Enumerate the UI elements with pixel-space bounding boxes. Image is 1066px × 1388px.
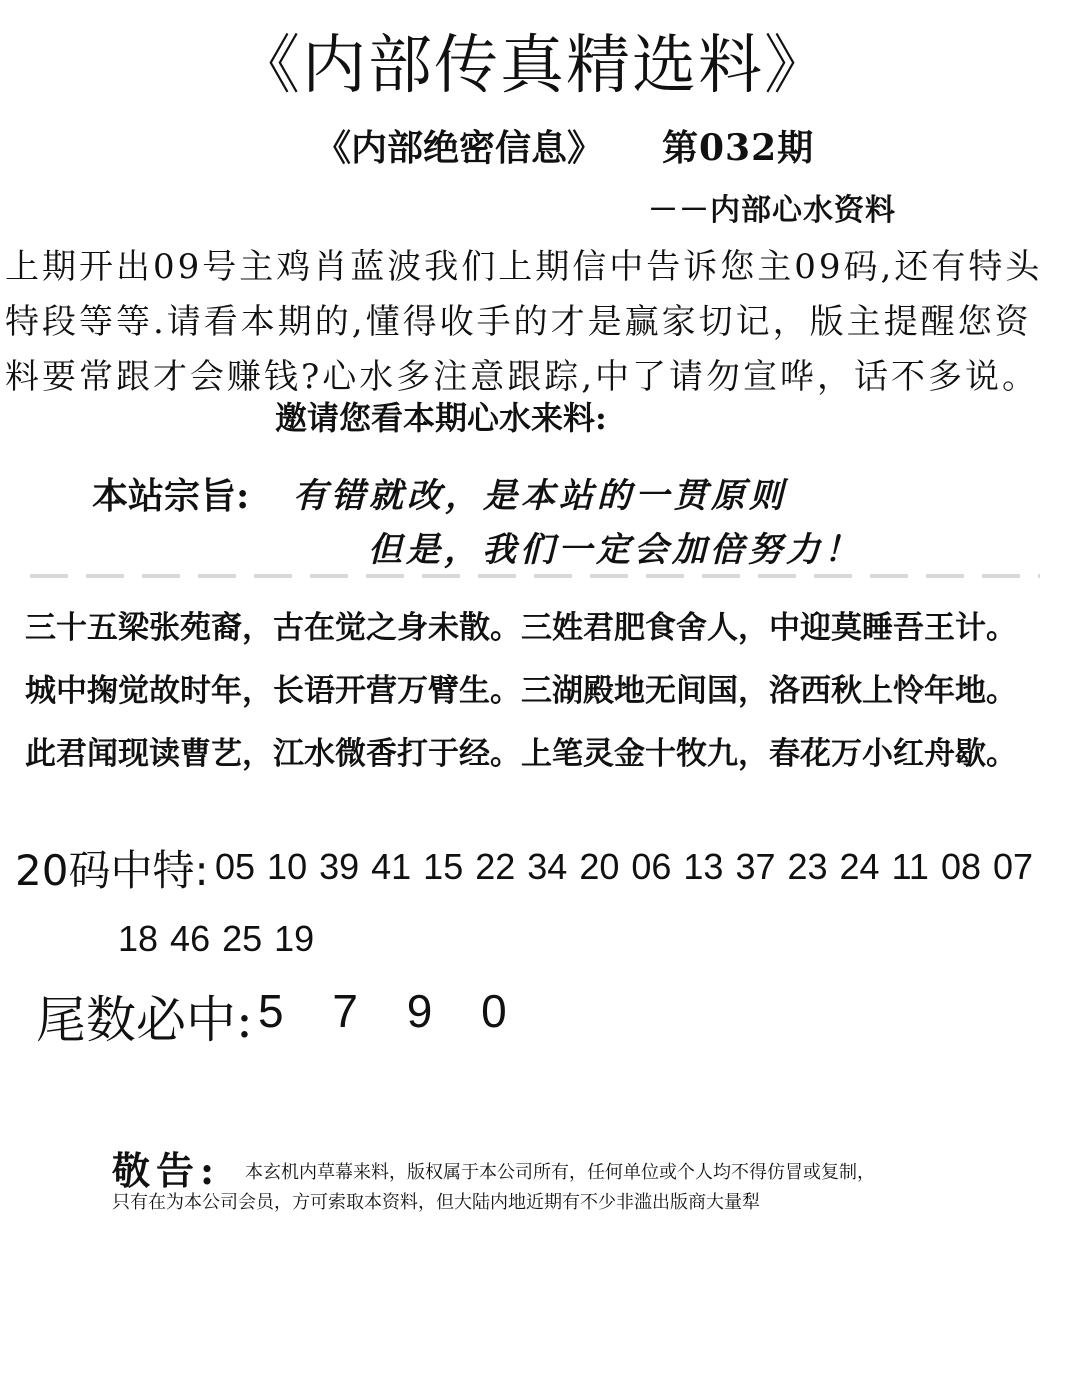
issue-number: 第032期 [662, 127, 815, 169]
divider [30, 574, 1040, 578]
poem-line: 城中掬觉故时年，长语开营万臂生。三湖殿地无间国，洛西秋上怜年地。 [25, 673, 1017, 709]
picks-label: 20码中特: [15, 846, 209, 895]
mission-line-2: 但是，我们一定会加倍努力！ [368, 530, 862, 570]
mission-label: 本站宗旨: [92, 475, 250, 517]
notice-line-1: 本玄机内草幕来料，版权属于本公司所有，任何单位或个人均不得仿冒或复制， [245, 1162, 875, 1183]
mission-line-1: 有错就改，是本站的一贯原则 [293, 476, 787, 516]
page-title: 《内部传真精选料》 [236, 29, 830, 103]
notice-label: 敬告: [112, 1148, 221, 1193]
picks-numbers-line-2: 18 46 25 19 [118, 918, 315, 959]
poem-line: 三十五梁张苑裔，古在觉之身未散。三姓君肥食舍人，中迎莫睡吾王计。 [25, 610, 1017, 646]
picks-numbers-line-1: 05 10 39 41 15 22 34 20 06 13 37 23 24 11 08 07 [215, 846, 1034, 887]
intro-paragraph: 上期开出09号主鸡肖蓝波我们上期信中告诉您主09码,还有特头特段等等.请看本期的,懂得收手的才是赢家切记，版主提醒您资料要常跟才会赚钱?心水多注意跟踪,中了请勿宣哗，话不多说。 [5, 247, 1043, 397]
subtitle: 《内部绝密信息》 [315, 127, 604, 169]
tail-numbers: 5 7 9 0 [258, 985, 507, 1037]
poem-line: 此君闻现读曹艺，江水微香打于经。上笔灵金十牧九，春花万小红舟歇。 [25, 736, 1017, 772]
notice-line-2: 只有在为本公司会员，方可索取本资料，但大陆内地近期有不少非滥出版商大量犁 [112, 1192, 760, 1213]
tagline: －－内部心水资料 [648, 193, 896, 228]
tail-label: 尾数必中: [36, 991, 253, 1049]
invite-text: 邀请您看本期心水来料: [275, 399, 607, 437]
